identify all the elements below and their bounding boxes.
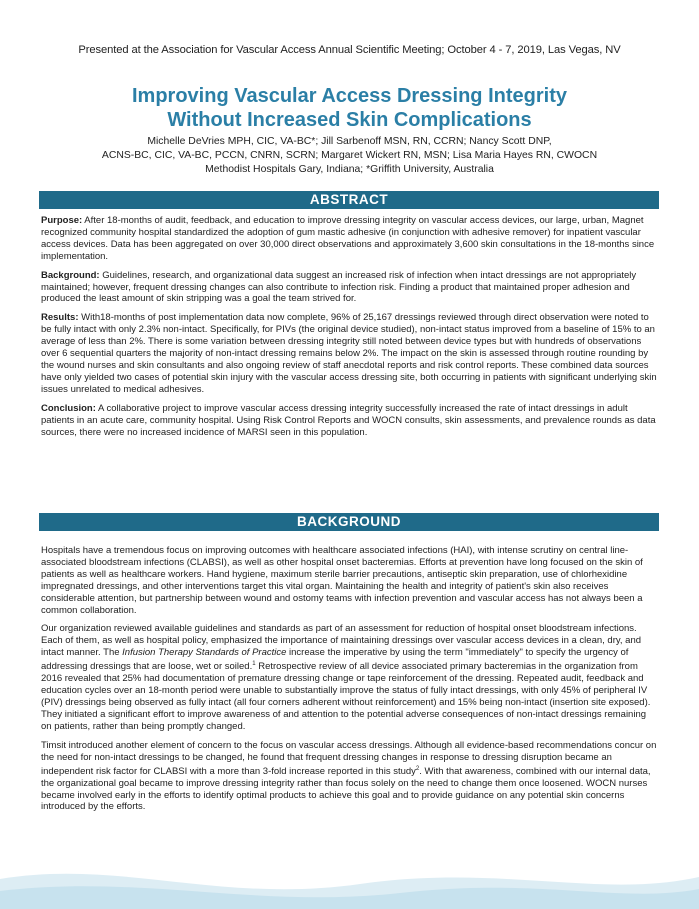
abstract-background bbox=[41, 270, 658, 306]
conference-line: Presented at the Association for Vascular Access Annual Scientific Meeting; October 4 - 7, 2019, Las Vegas, NV bbox=[78, 44, 621, 56]
abstract-section bbox=[41, 215, 658, 445]
abstract-conclusion bbox=[41, 403, 658, 439]
abstract-heading: ABSTRACT bbox=[39, 191, 659, 209]
conclusion-label: Conclusion: bbox=[41, 402, 96, 414]
authors-line-1: Michelle DeVries MPH, CIC, VA-BC*; Jill Sarbenoff MSN, RN, CCRN; Nancy Scott DNP, bbox=[147, 136, 552, 147]
background-paragraph-2 bbox=[41, 623, 658, 732]
abstract-purpose bbox=[41, 215, 658, 263]
authors-line-2: ACNS-BC, CIC, VA-BC, PCCN, CNRN, SCRN; Margaret Wickert RN, MSN; Lisa Maria Hayes RN, CWOCN bbox=[101, 150, 598, 161]
p2-text-c: Retrospective review of all device associated primary bacteremias in the organization from 2016 revealed that 25% had documentation of premature dressing change or tape reinforcement of the dressing. Repeated audit, feedback and education cycles over an 18-month period were unable to substantially improve the status of fully intact dressings, with only 45% of peripheral IV (PIV) dressings being observed as fully intact (all four corners adherent without reinforcement) and 15% being non-intact (insertion site exposed). They initiated a significant effort to improve awareness of and attention to the potential adverse consequences of non-intact dressings remaining on patients, rather than being promptly changed. bbox=[41, 661, 651, 732]
title-line-2: Without Increased Skin Complications bbox=[167, 109, 532, 131]
background-label: Background: bbox=[41, 269, 100, 281]
p2-text-b: increase the imperative by using the term "immediately" to specify the urgency of addressing dressings that are loose, wet or soiled. bbox=[41, 647, 629, 673]
p3-text-a: Timsit introduced another element of concern to the focus on vascular access dressings. Although all evidence-based recommendations concur on the need for non-intact dressings to be changed, he found that frequent dressing changes in response to dressing disruption became an independent risk factor for CLABSI with a more than 3-fold increase reported in this study bbox=[41, 739, 657, 777]
page-title bbox=[0, 84, 699, 132]
p3-footnote-ref: 2 bbox=[415, 765, 420, 772]
authors-line-3: Methodist Hospitals Gary, Indiana; *Griffith University, Australia bbox=[205, 164, 494, 175]
background-paragraph-3 bbox=[41, 740, 658, 814]
author-block bbox=[0, 135, 699, 177]
background-paragraph-1: Hospitals have a tremendous focus on improving outcomes with healthcare associated infections (HAI), with intense scrutiny on central line-associated bloodstream infections (CLABSI), as well as other hospital onset bacteremias. Efforts at prevention have long focused on the skin of patients as well as healthcare workers. Hand hygiene, maximum sterile barrier precautions, antiseptic skin preparation, use of chlorhexidine impregnated dressings, and other interventions target this vital organ. Maintaining the health and integrity of patient's skin also receives considerable attention, but partnership between wound and ostomy teams with infection prevention and vascular access has not always been a common collaboration. bbox=[41, 545, 643, 616]
title-line-1: Improving Vascular Access Dressing Integrity bbox=[132, 85, 567, 107]
background-section bbox=[41, 545, 658, 820]
results-text: With18-months of post implementation data now complete, 96% of 25,167 dressings reviewed through direct observation were noted to be fully intact with only 2.3% non-intact. Specifically, for PIVs (the original device studied), non-intact status improved from a baseline of 15% to an average of less than 2%. There is some variation between dressing integrity still noted between device types but with hundreds of observations over 6 sequential quarters the majority of non-intact dressing remains below 2%. The impact on the skin is assessed through routine rounding by the wound nurses and skin consultants and also ongoing review of staff anecdotal reports and risk control reports. These combined data sources have only yielded two cases of potential skin injury with the vascular access dressing site, both occurring in patients with significant underlying skin issues unrelated to medical adhesives. bbox=[41, 312, 657, 395]
abstract-results bbox=[41, 312, 658, 395]
decorative-wave-graphic bbox=[0, 849, 699, 909]
conclusion-text: A collaborative project to improve vascular access dressing integrity successfully increased the rate of intact dressings in adult patients in an acute care, community hospital. Using Risk Control Reports and WOCN consults, skin assessments, and prevalence rounds as data sources, there were no increased incidence of MARSI seen in this population. bbox=[41, 402, 656, 438]
purpose-text: After 18-months of audit, feedback, and education to improve dressing integrity on vascular access devices, our large, urban, Magnet recognized community hospital standardized the adoption of gum mastic adhesive (in conjunction with adhesive remover) for inpatient vascular access devices. Data has been aggregated on over 30,000 direct observations and approximately 3,600 skin consultations in the 18-months since implementation. bbox=[41, 215, 655, 262]
results-label: Results: bbox=[41, 312, 79, 324]
background-heading: BACKGROUND bbox=[39, 513, 659, 531]
p2-footnote-ref: 1 bbox=[252, 661, 256, 668]
background-text: Guidelines, research, and organizational data suggest an increased risk of infection when intact dressings are not appropriately maintained; however, frequent dressing changes can also contribute to infection risk. Finding a product that maintained proper adhesion and produced the least amount of skin stripping was a goal the team strived for. bbox=[41, 269, 637, 305]
p2-italic-title: Infusion Therapy Standards of Practice bbox=[122, 647, 287, 659]
p3-text-b: . With that awareness, combined with our internal data, the organizational goal became to improve dressing integrity rather than focus solely on the need to change them once loosened. WOCN nurses became involved early in the efforts to identify optimal products to achieve this goal and to provide guidance on any potential skin concerns introduced by the efforts. bbox=[41, 765, 651, 813]
purpose-label: Purpose: bbox=[41, 215, 83, 226]
p2-text-a: Our organization reviewed available guidelines and standards as part of an assessment for reduction of hospital onset bloodstream infections. Each of them, as well as hospital policy, emphasized the importance of maintaining dressings over vascular access devices in a clean, dry, and intact manner. The bbox=[41, 623, 642, 659]
